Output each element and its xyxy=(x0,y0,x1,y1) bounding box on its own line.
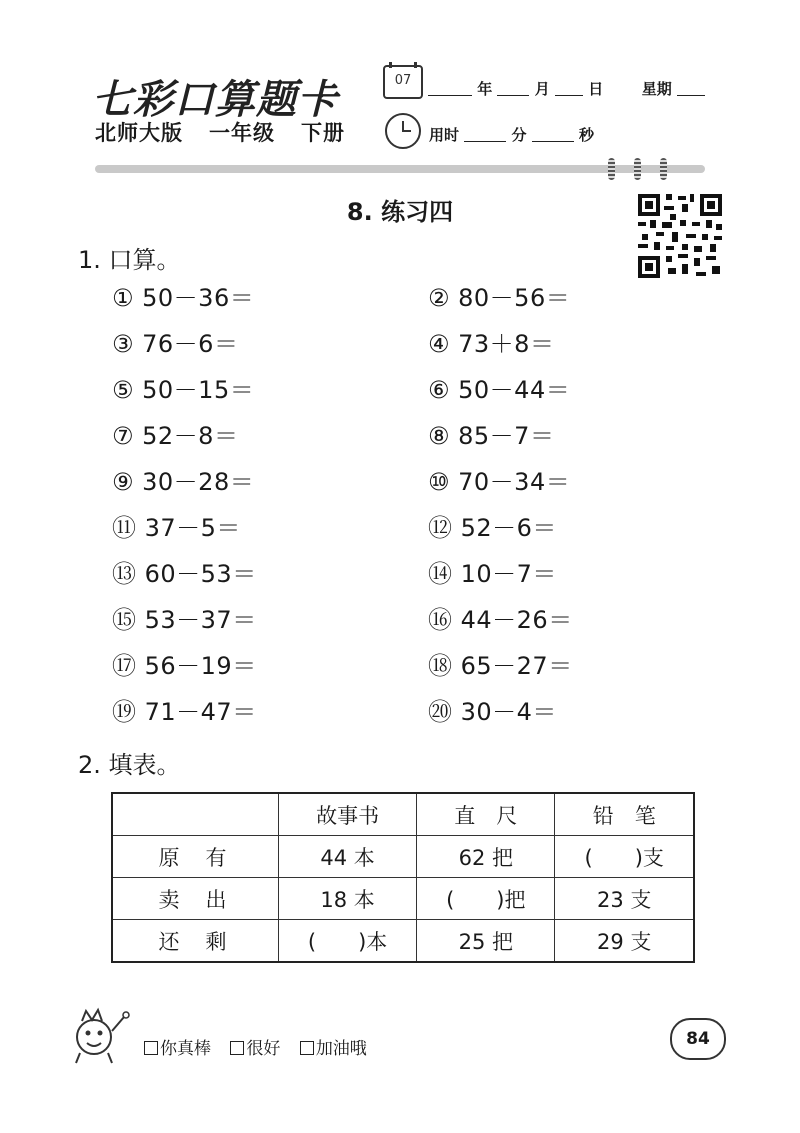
brand-title: 七彩口算题卡 xyxy=(92,76,338,123)
table-header-cell xyxy=(112,793,279,836)
problem-list xyxy=(112,282,632,728)
rating-option[interactable] xyxy=(230,1039,280,1059)
answer-cell[interactable]: ( )本 xyxy=(279,920,417,963)
month-blank[interactable] xyxy=(497,81,529,96)
mascot-icon xyxy=(70,1005,132,1067)
list-item[interactable]: ⑰ 56－19＝ xyxy=(112,652,257,680)
list-item[interactable]: ⑬ 60－53＝ xyxy=(112,560,257,588)
list-item[interactable]: ④ 73＋8＝ xyxy=(428,330,555,358)
list-item[interactable]: ⑫ 52－6＝ xyxy=(428,514,557,542)
list-item[interactable]: ⑱ 65－27＝ xyxy=(428,652,573,680)
checkbox-icon[interactable] xyxy=(144,1041,158,1055)
year-blank[interactable] xyxy=(428,81,472,96)
table-cell: 18 本 xyxy=(279,878,417,920)
row-label: 还剩 xyxy=(112,920,279,963)
list-item[interactable]: ⑤ 50－15＝ xyxy=(112,376,255,404)
rating-option[interactable] xyxy=(144,1039,211,1059)
list-item[interactable]: ⑧ 85－7＝ xyxy=(428,422,555,450)
volume: 下册 xyxy=(301,121,345,145)
list-item[interactable]: ⑳ 30－4＝ xyxy=(428,698,557,726)
rating-label: 很好 xyxy=(246,1039,281,1059)
table-cell: 62 把 xyxy=(417,836,555,878)
list-item[interactable]: ① 50－36＝ xyxy=(112,284,255,312)
list-item[interactable]: ⑥ 50－44＝ xyxy=(428,376,571,404)
table-header-row xyxy=(112,793,694,836)
page-number: 84 xyxy=(670,1018,726,1060)
weekday-blank[interactable] xyxy=(677,81,705,96)
list-item[interactable]: ② 80－56＝ xyxy=(428,284,571,312)
year-label: 年 xyxy=(477,80,493,98)
checkbox-icon[interactable] xyxy=(230,1041,244,1055)
answer-cell[interactable]: ( )支 xyxy=(555,836,694,878)
row-label: 卖出 xyxy=(112,878,279,920)
date-line xyxy=(428,78,705,99)
fill-table xyxy=(111,792,695,963)
table-cell: 25 把 xyxy=(417,920,555,963)
list-item[interactable]: ⑯ 44－26＝ xyxy=(428,606,573,634)
list-item[interactable]: ⑲ 71－47＝ xyxy=(112,698,257,726)
rating-option[interactable] xyxy=(300,1039,367,1059)
checkbox-icon[interactable] xyxy=(300,1041,314,1055)
binder-ring-icon xyxy=(634,158,641,180)
time-line xyxy=(429,124,594,145)
answer-cell[interactable]: ( )把 xyxy=(417,878,555,920)
time-prefix: 用时 xyxy=(429,126,460,144)
table-row xyxy=(112,920,694,963)
day-blank[interactable] xyxy=(555,81,583,96)
list-item[interactable]: ⑪ 37－5＝ xyxy=(112,514,241,542)
list-item[interactable]: ⑮ 53－37＝ xyxy=(112,606,257,634)
minutes-label: 分 xyxy=(511,126,527,144)
weekday-label: 星期 xyxy=(641,80,672,98)
month-label: 月 xyxy=(534,80,550,98)
row-label: 原有 xyxy=(112,836,279,878)
clock-icon xyxy=(385,113,421,149)
table-row xyxy=(112,878,694,920)
list-item[interactable]: ⑦ 52－8＝ xyxy=(112,422,239,450)
seconds-label: 秒 xyxy=(578,126,594,144)
self-rating xyxy=(144,1034,381,1059)
minutes-blank[interactable] xyxy=(464,127,506,142)
table-header-cell: 故事书 xyxy=(279,793,417,836)
rating-label: 加油哦 xyxy=(315,1039,367,1059)
day-label: 日 xyxy=(588,80,604,98)
table-cell: 23 支 xyxy=(555,878,694,920)
grade: 一年级 xyxy=(209,121,275,145)
table-header-cell: 铅 笔 xyxy=(555,793,694,836)
edition-line xyxy=(95,117,371,147)
list-item[interactable]: ⑩ 70－34＝ xyxy=(428,468,571,496)
list-item[interactable]: ③ 76－6＝ xyxy=(112,330,239,358)
calendar-day: 07 xyxy=(394,73,412,88)
calendar-icon xyxy=(383,65,423,99)
table-row xyxy=(112,836,694,878)
table-header-cell: 直 尺 xyxy=(417,793,555,836)
binder-ring-icon xyxy=(608,158,615,180)
seconds-blank[interactable] xyxy=(532,127,574,142)
list-item[interactable]: ⑭ 10－7＝ xyxy=(428,560,557,588)
section-heading: 2. 填表。 xyxy=(78,751,181,779)
list-item[interactable]: ⑨ 30－28＝ xyxy=(112,468,255,496)
edition: 北师大版 xyxy=(95,121,183,145)
section-heading: 1. 口算。 xyxy=(78,246,181,274)
binder-ring-icon xyxy=(660,158,667,180)
rating-label: 你真棒 xyxy=(160,1039,211,1059)
table-cell: 44 本 xyxy=(279,836,417,878)
lesson-title: 8. 练习四 xyxy=(346,198,454,226)
table-cell: 29 支 xyxy=(555,920,694,963)
